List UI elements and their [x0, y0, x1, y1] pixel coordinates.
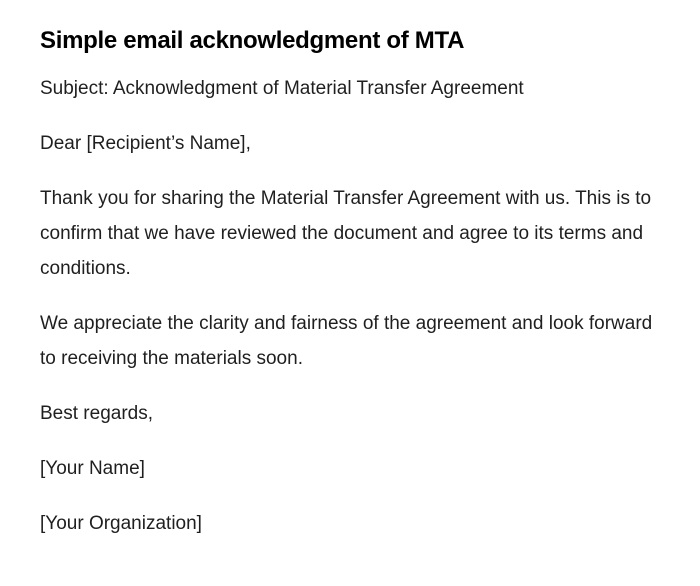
sender-organization: [Your Organization]: [40, 513, 202, 534]
email-closing: Best regards,: [40, 403, 153, 424]
sender-name: [Your Name]: [40, 458, 145, 479]
email-body-paragraph-2: We appreciate the clarity and fairness of the agreement and look forward to receiving the materials soon.: [40, 313, 653, 369]
email-salutation: Dear [Recipient’s Name],: [40, 133, 251, 154]
email-subject: Subject: Acknowledgment of Material Transfer Agreement: [40, 78, 524, 99]
document-title: Simple email acknowledgment of MTA: [40, 27, 465, 54]
email-body-paragraph-1: Thank you for sharing the Material Transfer Agreement with us. This is to confirm that we have reviewed the document and agree to its terms and conditions.: [40, 188, 652, 279]
